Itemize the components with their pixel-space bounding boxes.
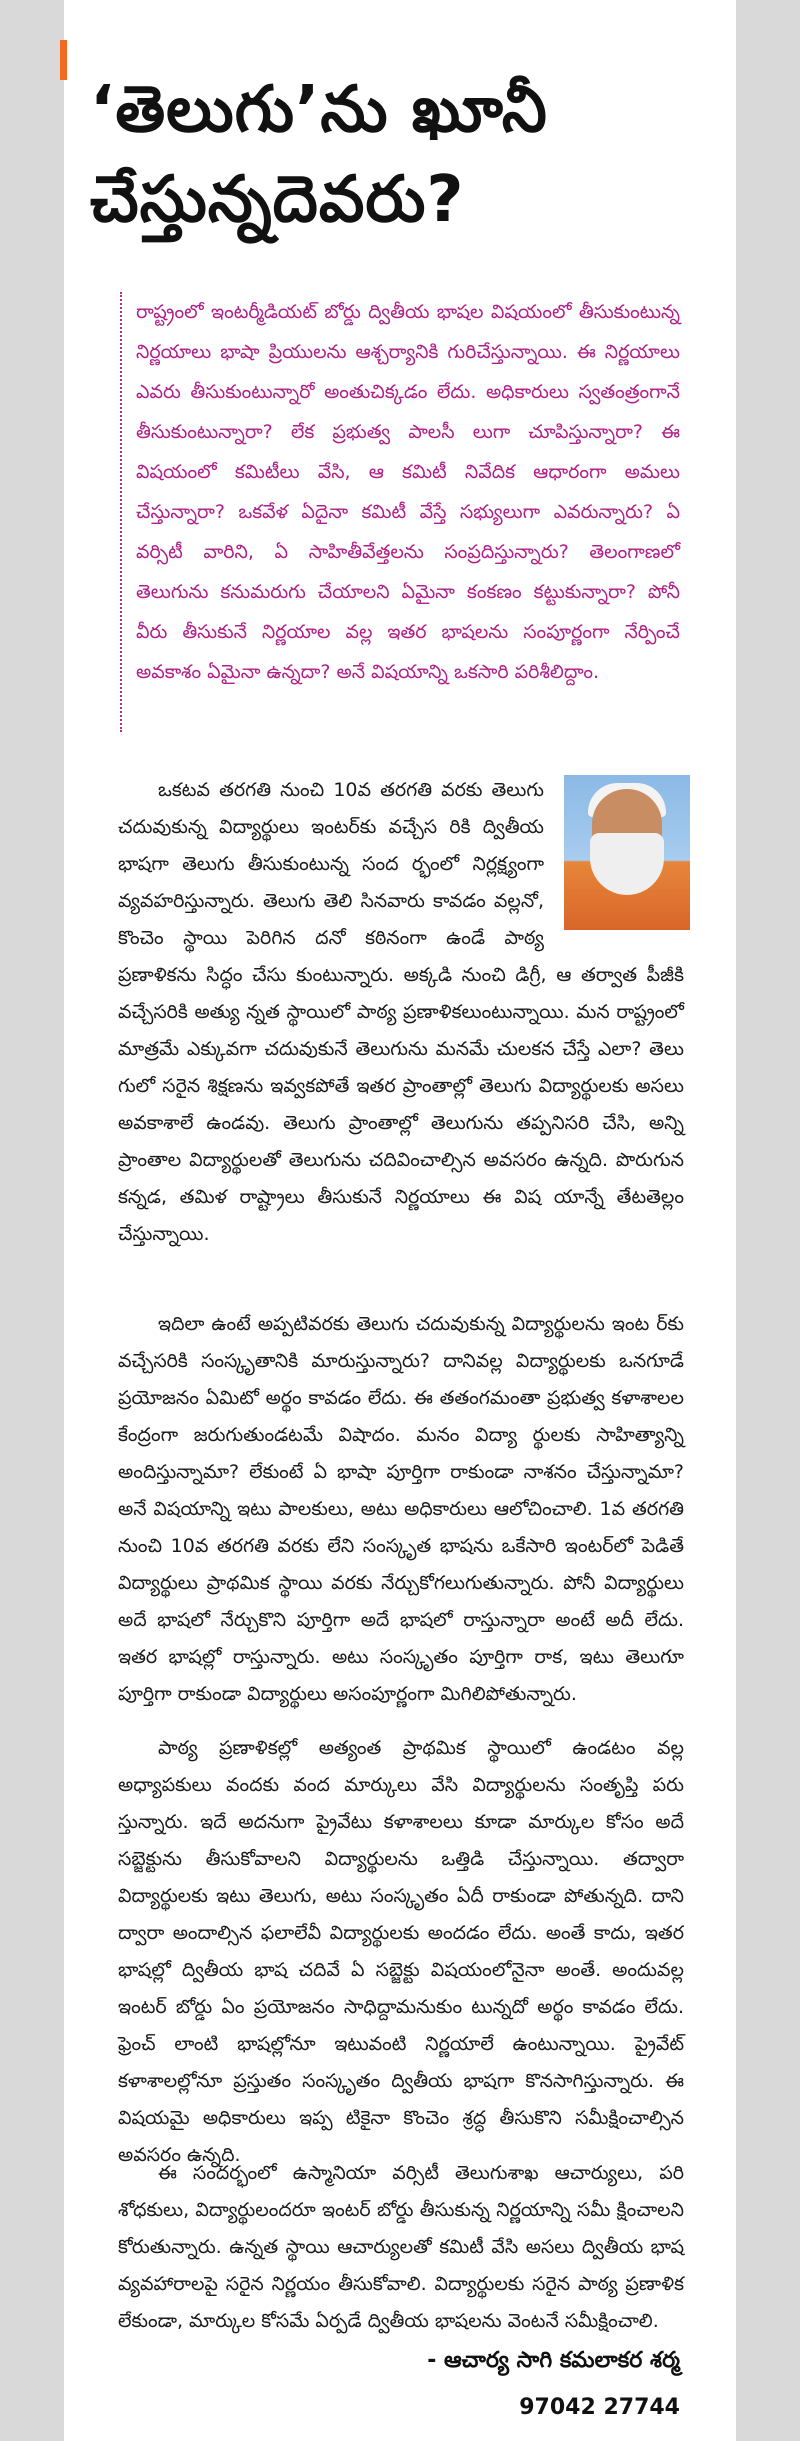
lead-box [120,292,680,732]
body-paragraph-1: ఒకటవ తరగతి నుంచి 10వ తరగతి వరకు తెలుగు చదువుకున్న విద్యార్థులు ఇంటర్‌కు వచ్చేస రికి ద్వితీయ భాషగా తెలుగు తీసుకుంటున్న సంద ర్భంలో నిర్లక్ష్యంగా వ్యవహరిస్తున్నారు. తెలుగు తెలి సినవారు కావడం వల్లనో, కొంచెం స్థాయి పెరిగిన దనో కఠినంగా ఉండే పాఠ్య ప్రణాళికను సిద్ధం చేసు కుంటున్నారు. అక్కడి నుంచి డిగ్రీ, ఆ తర్వాత పీజీకి వచ్చేసరికి అత్యు న్నత స్థాయిలో పాఠ్య ప్రణాళికలుంటున్నాయి. మన రాష్ట్రంలో మాత్రమే ఎక్కువగా చదువుకునే తెలుగును మనమే చులకన చేస్తే ఎలా? తెలు గులో సరైన శిక్షణను ఇవ్వకపోతే ఇతర ప్రాంతాల్లో తెలుగు విద్యార్థులకు అసలు అవకాశాలే ఉండవు. తెలుగు ప్రాంతాల్లో తెలుగును తప్పనిసరి చేసి, అన్ని ప్రాంతాల విద్యార్థులతో తెలుగును చదివించాల్సిన అవసరం ఉన్నది. పొరుగున కన్నడ, తమిళ రాష్ట్రాలు తీసుకునే నిర్ణయాలు ఈ విష యాన్నే తేటతెల్లం చేస్తున్నాయి. [118,772,684,1253]
photo-wrap-spacer [544,772,684,942]
body-paragraph-2: ఇదిలా ఉంటే అప్పటివరకు తెలుగు చదువుకున్న విద్యార్థులను ఇంట ర్‌కు వచ్చేసరికి సంస్కృతానికి మారుస్తున్నారు? దానివల్ల విద్యార్థులకు ఒనగూడే ప్రయోజనం ఏమిటో అర్థం కావడం లేదు. ఈ తతంగమంతా ప్రభుత్వ కళాశాలల కేంద్రంగా జరుగుతుండటమే విషాదం. మనం విద్యా ర్థులకు సాహిత్యాన్ని అందిస్తున్నామా? లేకుంటే ఏ భాషా పూర్తిగా రాకుండా నాశనం చేస్తున్నామా? అనే విషయాన్ని ఇటు పాలకులు, అటు అధికారులు ఆలోచించాలి. 1వ తరగతి నుంచి 10వ తరగతి వరకు లేని సంస్కృత భాషను ఒకేసారి ఇంటర్‌లో పెడితే విద్యార్థులు ప్రాథమిక స్థాయి వరకు నేర్చుకోగలుగుతున్నారు. పోనీ విద్యార్థులు అదే భాషలో నేర్చుకొని పూర్తిగా అదే భాషలో రాస్తున్నారా అంటే అదీ లేదు. ఇతర భాషల్లో రాస్తున్నారు. అటు సంస్కృతం పూర్తిగా రాక, ఇటు తెలుగూ పూర్తిగా రాకుండా విద్యార్థులు అసంపూర్ణంగా మిగిలిపోతున్నారు. [118,1313,684,1705]
headline-accent-bar [60,40,67,80]
body-paragraph-4: ఈ సందర్భంలో ఉస్మానియా వర్సిటీ తెలుగుశాఖ ఆచార్యులు, పరి శోధకులు, విద్యార్థులందరూ ఇంటర్ బోర్డు తీసుకున్న నిర్ణయాన్ని సమీ క్షించాలని కోరుతున్నారు. ఉన్నత స్థాయి ఆచార్యులతో కమిటీ వేసి అసలు ద్వితీయ భాష వ్యవహారాలపై సరైన నిర్ణయం తీసుకోవాలి. విద్యార్థులకు సరైన పాఠ్య ప్రణాళిక లేకుండా, మార్కుల కోసమే ఏర్పడే ద్వితీయ భాషలను వెంటనే సమీక్షించాలి. [118,2162,684,2332]
lead-text: రాష్ట్రంలో ఇంటర్మీడియట్ బోర్డు ద్వితీయ భాషల విషయంలో తీసుకుంటున్న నిర్ణయాలు భాషా ప్రియులను ఆశ్చర్యానికి గురిచేస్తున్నాయి. ఈ నిర్ణయాలు ఎవరు తీసుకుంటున్నారో అంతుచిక్కడం లేదు. అధికారులు స్వతంత్రంగానే తీసుకుంటున్నారా? లేక ప్రభుత్వ పాలసీ లుగా చూపిస్తున్నారా? ఈ విషయంలో కమిటీలు వేసి, ఆ కమిటీ నివేదిక ఆధారంగా అమలు చేస్తున్నారా? ఒకవేళ ఏదైనా కమిటీ వేస్తే సభ్యులుగా ఎవరున్నారు? ఏ వర్సిటీ వారిని, ఏ సాహితీవేత్తలను సంప్రదిస్తున్నారు? తెలంగాణలో తెలుగును కనుమరుగు చేయాలని ఏమైనా కంకణం కట్టుకున్నారా? పోనీ వీరు తీసుకునే నిర్ణయాల వల్ల ఇతర భాషలను సంపూర్ణంగా నేర్పించే అవకాశం ఏమైనా ఉన్నదా? అనే విషయాన్ని ఒకసారి పరిశీలిద్దాం. [136,301,680,683]
author-name: - ఆచార్య సాగి కమలాకర శర్మ [427,2348,680,2373]
headline: ‘తెలుగు’ను ఖూనీ చేస్తున్నదెవరు? [90,72,548,237]
author-phone: 97042 27744 [519,2395,680,2420]
body-paragraph-3: పాఠ్య ప్రణాళికల్లో అత్యంత ప్రాథమిక స్థాయిలో ఉండటం వల్ల అధ్యాపకులు వందకు వంద మార్కులు వేసి విద్యార్థులను సంతృప్తి పరు స్తున్నారు. ఇదే అదనుగా ప్రైవేటు కళాశాలలు కూడా మార్కుల కోసం అదే సబ్జెక్టును తీసుకోవాలని విద్యార్థులను ఒత్తిడి చేస్తున్నాయి. తద్వారా విద్యార్థులకు ఇటు తెలుగు, అటు సంస్కృతం ఏదీ రాకుండా పోతున్నది. దాని ద్వారా అందాల్సిన ఫలాలేవీ విద్యార్థులకు అందడం లేదు. అంతే కాదు, ఇతర భాషల్లో ద్వితీయ భాష చదివే ఏ సబ్జెక్టు విషయంలోనైనా అంతే. అందువల్ల ఇంటర్ బోర్డు ఏం ప్రయోజనం సాధిద్దామనుకుం టున్నదో అర్థం కావడం లేదు. ఫ్రెంచ్ లాంటి భాషల్లోనూ ఇటువంటి నిర్ణయాలే ఉంటున్నాయి. ప్రైవేట్ కళాశాలల్లోనూ ప్రస్తుతం సంస్కృతం ద్వితీయ భాషగా కొనసాగిస్తున్నారు. ఈ విషయమై అధికారులు ఇప్ప టికైనా కొంచెం శ్రద్ధ తీసుకొని సమీక్షించాల్సిన అవసరం ఉన్నది. [118,1737,684,2166]
